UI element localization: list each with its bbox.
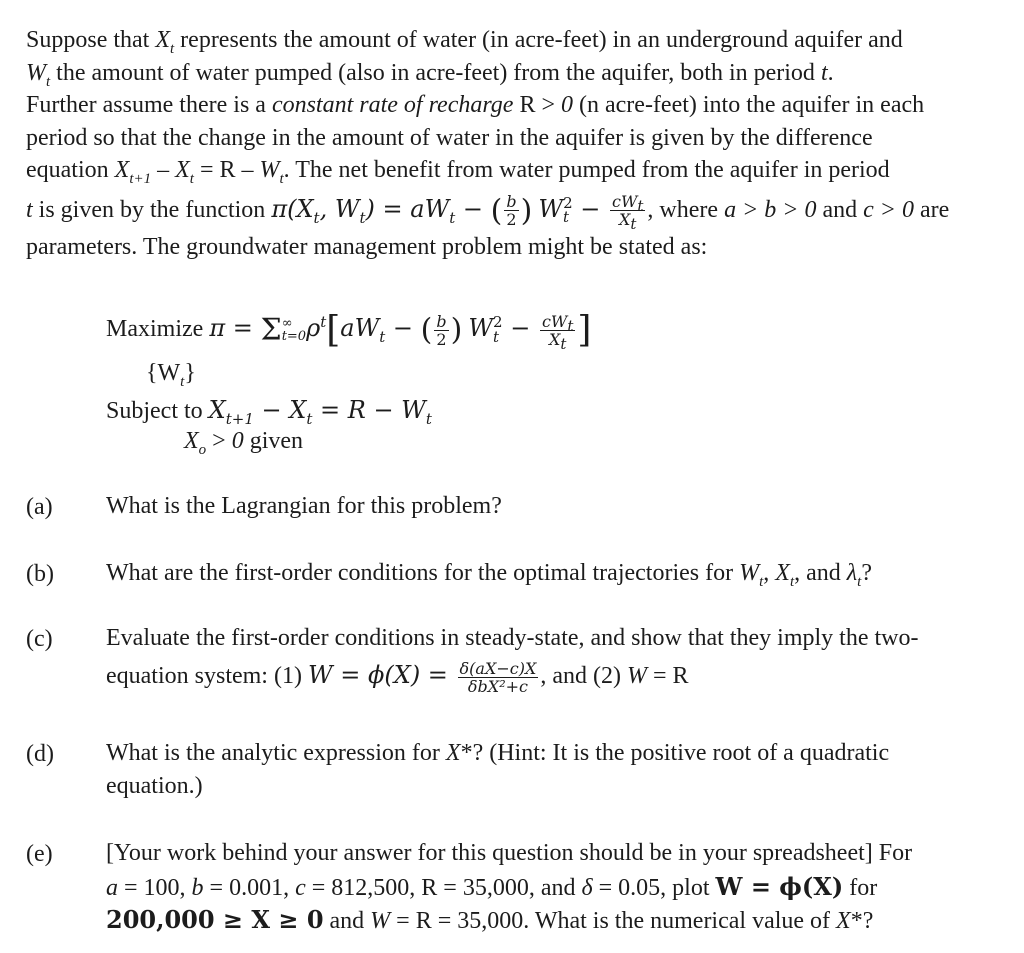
question-c-label: (c) bbox=[26, 626, 53, 652]
question-a-label: (a) bbox=[26, 494, 53, 520]
objective-line: Maximize π = Σ ∞ t=0 $\rho^t[aW_t$ − ( $\frac{b}{2}$ ) $W_t^2$ − $\frac{cW_t}{X_t}$ ] bbox=[106, 309, 592, 354]
intro-line-4: period so that the change in the amount of water in the aquifer is given by the difference bbox=[26, 124, 873, 151]
intro-line-2: $W_t$ the amount of water pumped (also in acre-feet) from the aquifer, both in period t. bbox=[26, 59, 834, 90]
question-b-label: (b) bbox=[26, 561, 54, 587]
intro-paragraph bbox=[26, 24, 986, 263]
objective-cw-over-x: $\frac{cW_t}{X_t}$ bbox=[541, 311, 574, 354]
question-d-text: What is the analytic expression for X*? (Hint: It is the positive root of a quadratic equation.) bbox=[106, 740, 890, 799]
question-c-text: Evaluate the first-order conditions in steady-state, and show that they imply the two- equation system: (1) W = ϕ(X) = $\frac{\delta(aX-c)X}{\text{δbX²+c}}$ , and (2) W = R bbox=[106, 625, 919, 696]
constraint-line: Subject to $X_{t+1} - X_t = R - W_t$ bbox=[106, 396, 432, 428]
question-b-text: What are the first-order conditions for the optimal trajectories for $W_t$, $X_t$, and $\lambda_t$? bbox=[106, 560, 872, 590]
intro-line-3: Further assume there is a constant rate of recharge R > 0 (n acre-feet) into the aquifer in each bbox=[26, 92, 925, 118]
control-variable: $\{W_t\}$ bbox=[146, 360, 196, 390]
intro-line-1: Suppose that $X_t$ represents the amount of water (in acre-feet) in an underground aquifer and bbox=[26, 27, 903, 57]
question-e-label: (e) bbox=[26, 841, 53, 867]
initial-condition: $X_o > 0$ given bbox=[184, 428, 304, 458]
intro-line-7: parameters. The groundwater management problem might be stated as: bbox=[26, 233, 708, 260]
question-d-label: (d) bbox=[26, 741, 54, 767]
objective-b-over-2: $\frac{b}{2}$ bbox=[436, 311, 447, 349]
intro-line-6: t is given by the function $\pi(X_t$, $W_t) = aW_t$ − ( $\frac{b}{2}$ ) $W_t^2$ − $\frac{cW_t}{X_t}$ , where a > b > 0 and c > 0 are bbox=[26, 192, 950, 234]
question-a-text: What is the Lagrangian for this problem? bbox=[106, 493, 502, 519]
phi-fraction: $\frac{\delta(aX-c)X}{\text{δbX²+c}}$ bbox=[459, 658, 537, 696]
question-e-text: [Your work behind your answer for this question should be in your spreadsheet] For a = 100, b = 0.001, c = 812,500, R = 35,000, and δ = 0.05, plot W = ϕ(X) for 200,000 ≥ X ≥ 0 and W = R = 35,000. What is the numerical value of X*? bbox=[106, 840, 913, 934]
b-over-2-fraction: $\frac{b}{2}$ bbox=[506, 192, 517, 230]
intro-line-5: equation $X_{t+1} - X_t = R - W_t$. The net benefit from water pumped from the aquifer in period bbox=[26, 157, 890, 187]
cw-over-x-fraction: $\frac{cW_t}{X_t}$ bbox=[611, 192, 644, 234]
